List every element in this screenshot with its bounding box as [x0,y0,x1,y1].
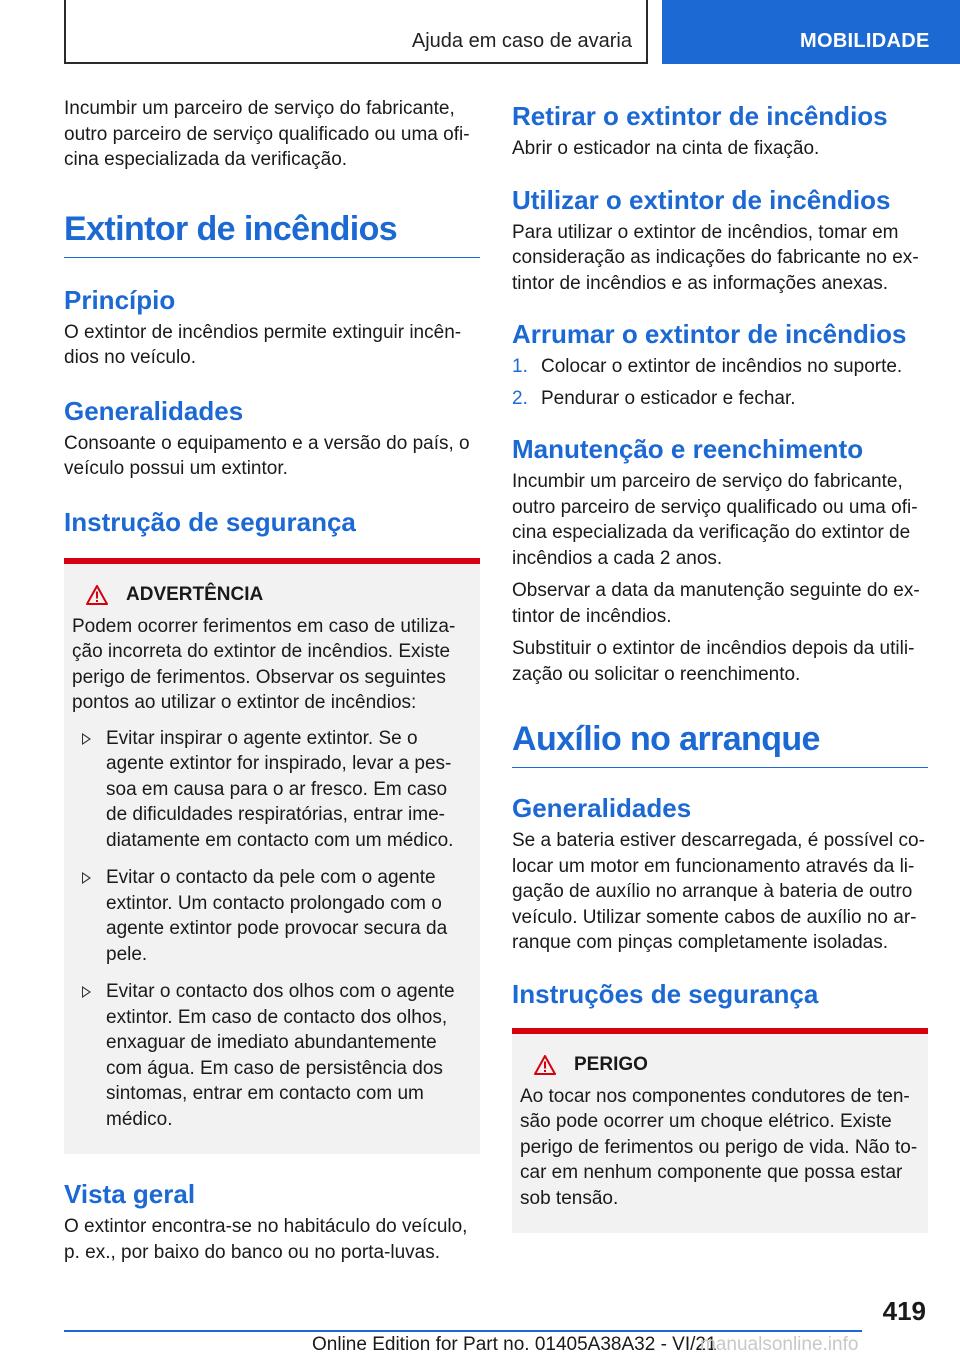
warning-header [72,584,470,606]
section-title-extintor: Extintor de incêndios [64,209,480,258]
warning-triangle-icon [534,1055,556,1075]
heading-utilizar: Utilizar o extintor de incêndios [512,184,891,215]
footer-edition: Online Edition for Part no. 01405A38A32 - VI/21 [312,1334,717,1355]
danger-box [512,1028,928,1234]
triangle-bullet-icon [82,733,91,745]
footer-divider [64,1330,862,1332]
warning-bullets [72,726,470,1133]
step-item: 1. Colocar o extintor de incêndios no suporte. [512,356,903,377]
right-column [512,100,928,1233]
warning-content [64,564,480,1155]
triangle-bullet-icon [82,986,91,998]
danger-text: Ao tocar nos componentes condutores de tensão pode ocorrer um choque elétrico. Existe perigo de ferimentos ou perigo de vida. Não tocar em nenhum componente que possa estar sob tensão. [520,1085,918,1209]
left-column [64,96,480,1265]
generalidades-2-text: Se a bateria estiver descarregada, é possível colocar um motor em funcionamento através da ligação de auxílio no arranque à bateria de outro veículo. Utilizar somente cabos de auxílio no arranque com pinças completamente isoladas. [512,830,925,953]
header-chapter-title: MOBILIDADE [800,30,930,52]
arrumar-steps [512,354,928,411]
danger-content [512,1034,928,1234]
warning-bullet: Evitar o contacto da pele com o agente extintor. Um contacto prolongado com o agente extintor pode provocar secura da pele. [72,865,470,967]
manutencao-text-2: Observar a data da manutenção seguinte do extintor de incêndios. [512,580,920,627]
warning-label: ADVERTÊNCIA [126,583,264,605]
warning-bullet: Evitar inspirar o agente extintor. Se o agente extintor for inspirado, levar a pessoa em causa para o ar fresco. Em caso de dificuldades respiratórias, entrar imediatamente em contacto com um médico. [72,726,470,854]
heading-seguranca: Instrução de segurança [64,506,356,537]
danger-header [520,1054,918,1076]
retirar-text: Abrir o esticador na cinta de fixação. [512,138,820,159]
heading-retirar: Retirar o extintor de incêndios [512,101,888,131]
danger-label: PERIGO [574,1053,648,1075]
heading-seguranca-2: Instruções de segurança [512,978,819,1009]
generalidades-text: Consoante o equipamento e a versão do país, o veículo possui um extintor. [64,432,470,479]
page-number: 419 [882,1296,926,1326]
principio-text: O extintor de incêndios permite extinguir incêndios no veículo. [64,321,462,368]
intro-text: Incumbir um parceiro de serviço do fabricante, outro parceiro de serviço qualificado ou uma oficina especializada da verificação. [64,98,470,170]
manutencao-text-3: Substituir o extintor de incêndios depois da utilização ou solicitar o reenchimento. [512,638,915,685]
header-chapter-tab [662,0,960,64]
manutencao-text-1: Incumbir um parceiro de serviço do fabricante, outro parceiro de serviço qualificado ou uma oficina especializada da verificação do extintor de incêndios a cada 2 anos. [512,471,918,569]
header-section-title: Ajuda em caso de avaria [411,30,632,52]
heading-arrumar: Arrumar o extintor de incêndios [512,319,907,349]
header-section-box [64,0,648,64]
heading-principio: Princípio [64,284,176,315]
heading-manutencao: Manutenção e reenchimento [512,434,864,464]
footer-watermark: manualsonline.info [700,1334,859,1355]
heading-vista-geral: Vista geral [64,1179,196,1209]
heading-generalidades: Generalidades [64,395,244,426]
warning-box [64,558,480,1155]
heading-generalidades-2: Generalidades [512,793,692,823]
section-title-auxilio: Auxílio no arranque [512,719,928,768]
triangle-bullet-icon [82,872,91,884]
warning-text: Podem ocorrer ferimentos em caso de utilização incorreta do extintor de incêndios. Existe perigo de ferimentos. Observar os seguintes pontos ao utilizar o extintor de incêndios: [72,615,456,713]
utilizar-text: Para utilizar o extintor de incêndios, tomar em consideração as indicações do fabricante no extintor de incêndios e as informações anexas. [512,221,919,294]
warning-bullet: Evitar o contacto dos olhos com o agente extintor. Em caso de contacto dos olhos, enxaguar de imediato abundantemente com água. Em caso de persistência dos sintomas, entrar em contacto com um médico. [72,979,470,1132]
warning-triangle-icon [86,585,108,605]
vista-geral-text: O extintor encontra-se no habitáculo do veículo, p. ex., por baixo do banco ou no porta-luvas. [64,1216,468,1263]
step-item: 2. Pendurar o esticador e fechar. [512,387,796,409]
